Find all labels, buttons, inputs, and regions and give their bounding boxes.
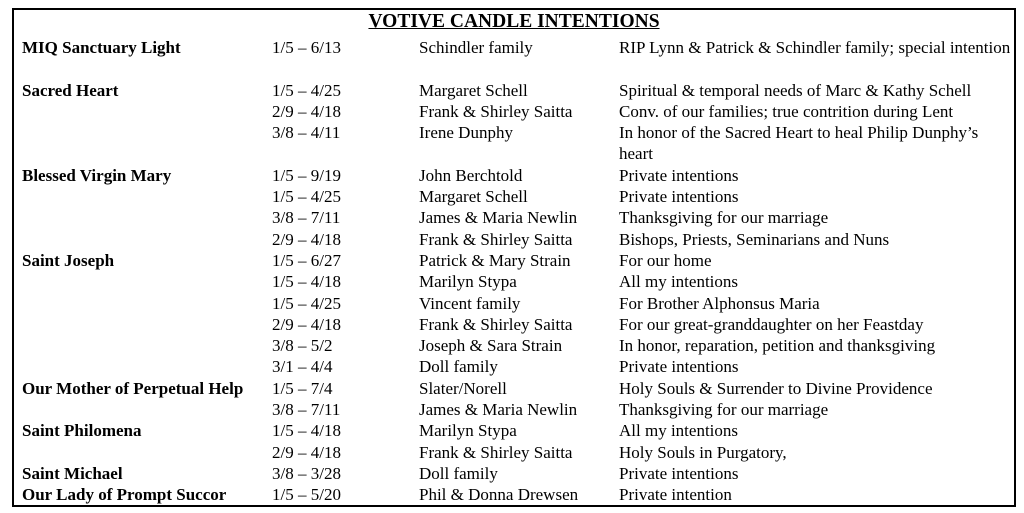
table-row	[22, 186, 1018, 207]
category-cell: Saint Philomena	[22, 421, 142, 441]
intentions-table	[22, 37, 1018, 506]
intention-cell: RIP Lynn & Patrick & Schindler family; special intention	[619, 38, 1011, 57]
date-range-cell: 3/8 – 7/11	[272, 400, 341, 420]
table-row	[22, 101, 1018, 122]
intention-cell: Private intentions	[619, 463, 739, 483]
table-row	[22, 293, 1018, 314]
intention-cell: All my intentions	[619, 421, 738, 441]
category-cell: Sacred Heart	[22, 80, 119, 100]
table-row	[22, 80, 1018, 101]
donor-cell: Doll family	[419, 463, 498, 483]
table-row	[22, 463, 1018, 484]
intention-cell: For our home	[619, 250, 712, 270]
donor-cell: Doll family	[419, 357, 498, 377]
table-row	[22, 165, 1018, 186]
date-range-cell: 1/5 – 4/25	[272, 293, 341, 313]
category-cell: Saint Michael	[22, 463, 123, 483]
intention-cell: In honor of the Sacred Heart to heal Philip Dunphy’s heart	[619, 123, 979, 164]
category-cell: Saint Joseph	[22, 250, 115, 270]
table-row	[22, 335, 1018, 356]
intention-cell: Bishops, Priests, Seminarians and Nuns	[619, 229, 890, 249]
donor-cell: Phil & Donna Drewsen	[419, 485, 579, 505]
date-range-cell: 3/8 – 7/11	[272, 208, 341, 228]
intention-cell: Spiritual & temporal needs of Marc & Kathy Schell	[619, 80, 972, 100]
table-row	[22, 271, 1018, 292]
donor-cell: Frank & Shirley Saitta	[419, 229, 573, 249]
table-row	[22, 484, 1018, 505]
intention-cell: For our great-granddaughter on her Feastday	[619, 314, 924, 334]
date-range-cell: 2/9 – 4/18	[272, 442, 341, 462]
date-range-cell: 1/5 – 7/4	[272, 378, 333, 398]
date-range-cell: 1/5 – 6/13	[272, 38, 341, 57]
date-range-cell: 3/1 – 4/4	[272, 357, 333, 377]
donor-cell: Marilyn Stypa	[419, 421, 517, 441]
category-cell: Our Mother of Perpetual Help	[22, 378, 244, 398]
date-range-cell: 2/9 – 4/18	[272, 314, 341, 334]
intention-cell: Private intention	[619, 485, 732, 505]
donor-cell: Margaret Schell	[419, 187, 528, 207]
intention-cell: For Brother Alphonsus Maria	[619, 293, 820, 313]
date-range-cell: 1/5 – 4/18	[272, 421, 341, 441]
intention-cell: In honor, reparation, petition and thanksgiving	[619, 336, 936, 356]
table-row	[22, 250, 1018, 271]
table-row	[22, 442, 1018, 463]
intention-cell: All my intentions	[619, 272, 738, 292]
date-range-cell: 1/5 – 5/20	[272, 485, 341, 505]
donor-cell: Frank & Shirley Saitta	[419, 101, 573, 121]
date-range-cell: 1/5 – 4/25	[272, 187, 341, 207]
donor-cell: Slater/Norell	[419, 378, 507, 398]
table-row	[22, 399, 1018, 420]
date-range-cell: 3/8 – 3/28	[272, 463, 341, 483]
date-range-cell: 2/9 – 4/18	[272, 101, 341, 121]
donor-cell: Schindler family	[419, 38, 533, 57]
table-row	[22, 229, 1018, 250]
intention-cell: Holy Souls in Purgatory,	[619, 442, 787, 462]
date-range-cell: 1/5 – 9/19	[272, 165, 341, 185]
intention-cell: Private intentions	[619, 187, 739, 207]
intention-cell: Private intentions	[619, 165, 739, 185]
date-range-cell: 3/8 – 4/11	[272, 123, 341, 143]
page-title: VOTIVE CANDLE INTENTIONS	[368, 11, 660, 32]
intention-cell: Private intentions	[619, 357, 739, 377]
donor-cell: James & Maria Newlin	[419, 400, 578, 420]
table-row	[22, 378, 1018, 399]
intention-cell: Conv. of our families; true contrition during Lent	[619, 101, 954, 121]
category-cell: Our Lady of Prompt Succor	[22, 485, 227, 505]
donor-cell: James & Maria Newlin	[419, 208, 578, 228]
category-cell: Blessed Virgin Mary	[22, 165, 172, 185]
date-range-cell: 1/5 – 4/25	[272, 80, 341, 100]
date-range-cell: 2/9 – 4/18	[272, 229, 341, 249]
table-row	[22, 356, 1018, 377]
date-range-cell: 3/8 – 5/2	[272, 336, 333, 356]
date-range-cell: 1/5 – 6/27	[272, 250, 341, 270]
table-row	[22, 122, 1018, 165]
donor-cell: Marilyn Stypa	[419, 272, 517, 292]
donor-cell: Vincent family	[419, 293, 521, 313]
donor-cell: Frank & Shirley Saitta	[419, 442, 573, 462]
table-row	[22, 314, 1018, 335]
donor-cell: Irene Dunphy	[419, 123, 513, 143]
date-range-cell: 1/5 – 4/18	[272, 272, 341, 292]
donor-cell: Patrick & Mary Strain	[419, 250, 571, 270]
intention-cell: Thanksgiving for our marriage	[619, 400, 829, 420]
donor-cell: Frank & Shirley Saitta	[419, 314, 573, 334]
donor-cell: Joseph & Sara Strain	[419, 336, 563, 356]
donor-cell: Margaret Schell	[419, 80, 528, 100]
table-row	[22, 37, 1018, 80]
table-row	[22, 420, 1018, 441]
intentions-panel	[12, 8, 1016, 507]
category-cell: MIQ Sanctuary Light	[22, 38, 181, 57]
donor-cell: John Berchtold	[419, 165, 523, 185]
intention-cell: Holy Souls & Surrender to Divine Providence	[619, 378, 933, 398]
table-row	[22, 207, 1018, 228]
intention-cell: Thanksgiving for our marriage	[619, 208, 829, 228]
